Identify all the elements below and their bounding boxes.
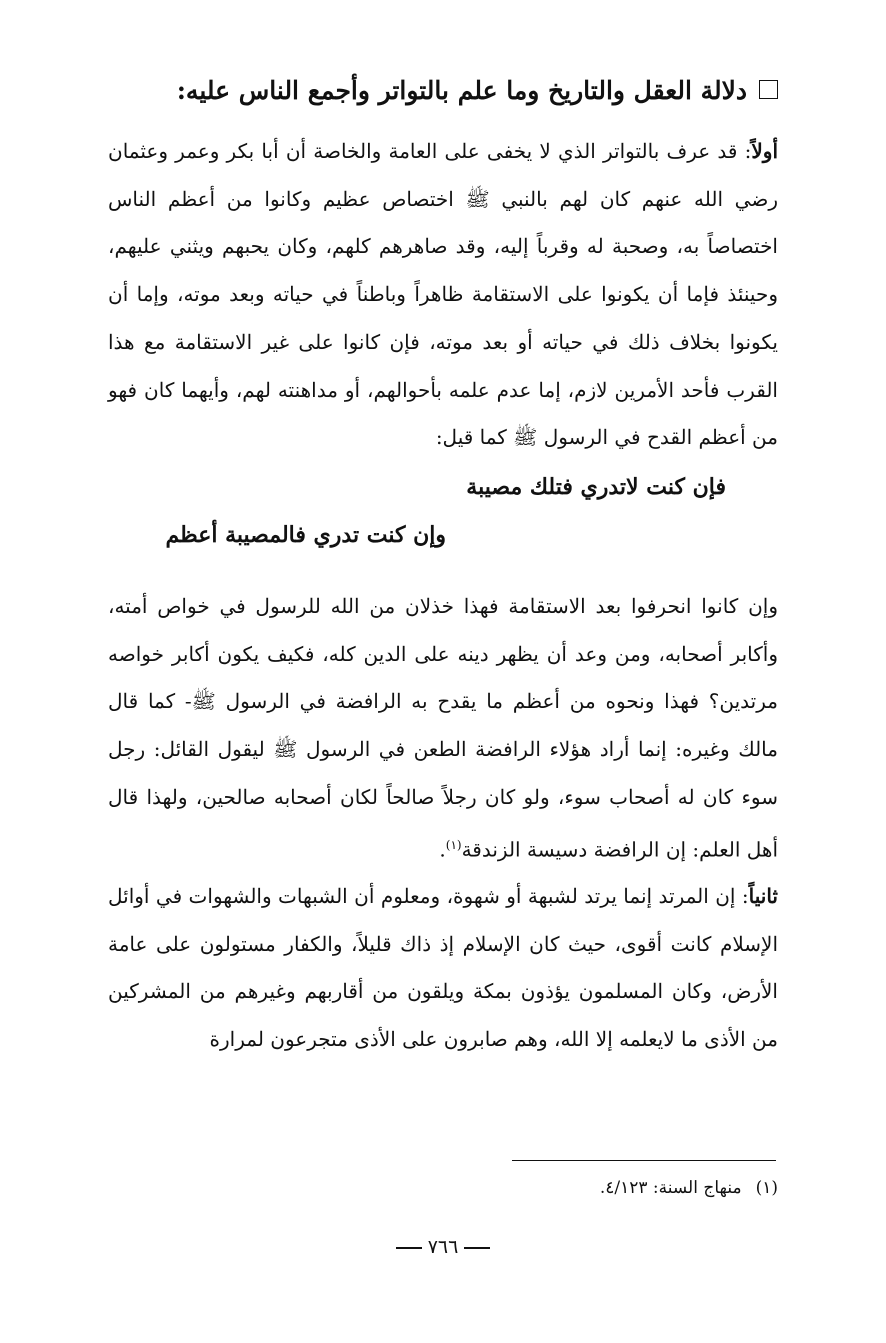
paragraph-second-text: وإن كانوا انحرفوا بعد الاستقامة فهذا خذلان من الله للرسول في خواص أمته، وأكابر أصحابه، ومن وعد أن يظهر دينه على الدين كله، فكيف يكون أكابر خواصه مرتدين؟ فهذا ونحوه من أعظم ما يقدح به الرافضة في الرسول ﷺ- كما قال مالك وغيره: إنما أراد هؤلاء الرافضة الطعن في الرسول ﷺ ليقول القائل: رجل سوء كان له أصحاب سوء، ولو كان رجلاً صالحاً لكان أصحابه صالحين، ولهذا قال أهل العلم: إن الرافضة دسيسة الزندقة bbox=[108, 594, 778, 862]
paragraph-second-end: . bbox=[439, 837, 446, 862]
page-number-dash-right bbox=[396, 1247, 422, 1249]
paragraph-third bbox=[108, 873, 778, 1064]
footnote-number: (١) bbox=[755, 1178, 778, 1198]
checkbox-square-icon bbox=[759, 80, 778, 99]
paragraph-first-text: : قد عرف بالتواتر الذي لا يخفى على العامة والخاصة أن أبا بكر وعمر وعثمان رضي الله عنهم كان لهم بالنبي ﷺ اختصاص عظيم وكانوا من أعظم الناس اختصاصاً به، وصحبة له وقرباً إليه، وقد صاهرهم كلهم، وكان يحبهم ويثني عليهم، وحينئذ فإما أن يكونوا على الاستقامة ظاهراً وباطناً في حياته وبعد موته، وإما أن يكونوا بخلاف ذلك في حياته أو بعد موته، فإن كانوا على غير الاستقامة مع هذا القرب فأحد الأمرين لازم، إما عدم علمه بأحوالهم، أو مداهنته لهم، وأيهما كان فهو من أعظم القدح في الرسول ﷺ كما قيل: bbox=[108, 139, 778, 450]
paragraph-third-text: : إن المرتد إنما يرتد لشبهة أو شهوة، ومعلوم أن الشبهات والشهوات في أوائل الإسلام كانت أقوى، حيث كان الإسلام إذ ذاك قليلاً، والكفار مستولون على عامة الأرض، وكان المسلمون يؤذون بمكة ويلقون من أقاربهم وغيرهم من المشركين من الأذى ما لايعلمه إلا الله، وهم صابرون على الأذى متجرعون لمرارة bbox=[108, 884, 778, 1052]
footnote-reference[interactable]: (١) bbox=[445, 837, 462, 852]
footnote bbox=[600, 1178, 778, 1198]
section-heading-text: دلالة العقل والتاريخ وما علم بالتواتر وأجمع الناس عليه: bbox=[176, 76, 747, 105]
page-number-dash-left bbox=[464, 1247, 490, 1249]
paragraph-third-lead: ثانياً bbox=[748, 884, 778, 908]
verse-line-2: وإن كنت تدري فالمصيبة أعظم bbox=[165, 522, 446, 548]
page-number bbox=[0, 1236, 886, 1258]
section-heading bbox=[100, 66, 778, 116]
page-number-text: ٧٦٦ bbox=[427, 1236, 459, 1258]
footnote-text: منهاج السنة: ٤/١٢٣. bbox=[599, 1178, 742, 1198]
paragraph-first-lead: أولاً bbox=[751, 139, 778, 163]
paragraph-second bbox=[108, 583, 778, 874]
paragraph-first bbox=[108, 128, 778, 462]
footnote-divider bbox=[512, 1160, 776, 1161]
verse-line-1: فإن كنت لاتدري فتلك مصيبة bbox=[466, 474, 726, 500]
